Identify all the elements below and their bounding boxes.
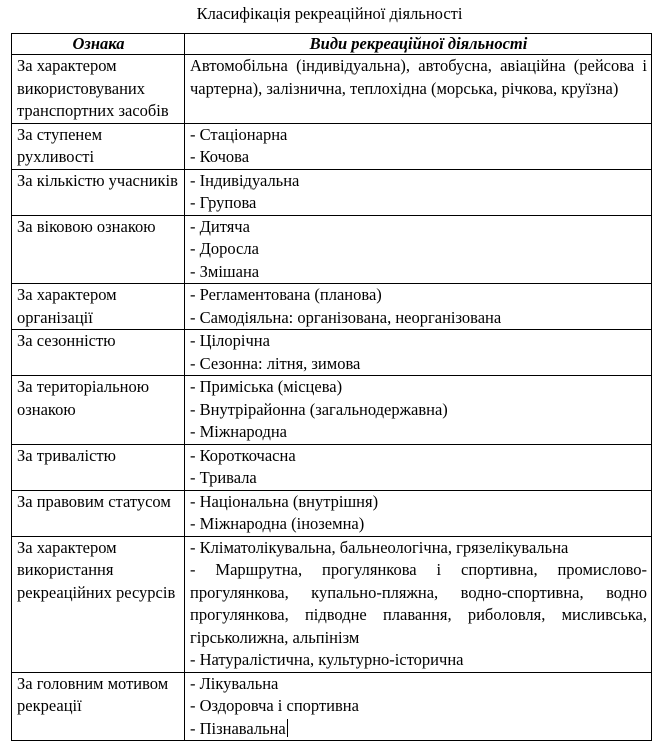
feature-cell: За кількістю учасників bbox=[12, 169, 185, 215]
table-row bbox=[12, 169, 652, 215]
types-cell bbox=[185, 376, 652, 445]
type-item: - Групова bbox=[190, 193, 257, 212]
type-item: - Маршрутна, прогулянкова і спортивна, промислово-прогулянкова, купально-пляжна, водно-спортивна, водно прогулянкова, підводне плавання, риболовля, мисливська, гірськолижна, альпінізм bbox=[190, 560, 647, 647]
type-item: - Індивідуальна bbox=[190, 170, 300, 190]
table-row bbox=[12, 215, 652, 284]
types-cell bbox=[185, 672, 652, 741]
type-item: - Внутрірайонна (загальнодержавна) bbox=[190, 399, 448, 419]
table-row bbox=[12, 55, 652, 124]
feature-cell: За характером використання рекреаційних ресурсів bbox=[12, 536, 185, 672]
type-item: - Лікувальна bbox=[190, 673, 279, 693]
header-types: Види рекреаційної діяльності bbox=[185, 34, 652, 55]
type-item: - Кочова bbox=[190, 147, 250, 166]
type-item: - Короткочасна bbox=[190, 445, 296, 465]
type-item: - Стаціонарна bbox=[190, 124, 288, 144]
types-cell bbox=[185, 55, 652, 124]
table-header-row bbox=[12, 34, 652, 55]
type-item: - Сезонна: літня, зимова bbox=[190, 353, 361, 373]
feature-cell: За територіальною ознакою bbox=[12, 376, 185, 445]
table-row bbox=[12, 284, 652, 330]
feature-cell: За віковою ознакою bbox=[12, 215, 185, 284]
types-cell bbox=[185, 284, 652, 330]
feature-cell: За правовим статусом bbox=[12, 490, 185, 536]
type-item: - Оздоровча і спортивна bbox=[190, 696, 359, 715]
table-caption: Класифікація рекреаційної діяльності bbox=[196, 4, 463, 23]
type-item: - Тривала bbox=[190, 468, 257, 487]
type-item: - Змішана bbox=[190, 261, 260, 281]
table-row bbox=[12, 490, 652, 536]
feature-cell: За ступенем рухливості bbox=[12, 123, 185, 169]
table-row bbox=[12, 536, 652, 672]
table-row bbox=[12, 672, 652, 741]
type-item: - Міжнародна bbox=[190, 422, 288, 441]
types-cell bbox=[185, 330, 652, 376]
type-item: - Доросла bbox=[190, 239, 259, 258]
types-cell bbox=[185, 444, 652, 490]
feature-cell: За характером використовуваних транспортних засобів bbox=[12, 55, 185, 124]
types-cell bbox=[185, 169, 652, 215]
type-item: Автомобільна (індивідуальна), автобусна, авіаційна (рейсова і чартерна), залізнична, теплохідна (морська, річкова, круїзна) bbox=[190, 56, 647, 98]
type-item: - Регламентована (планова) bbox=[190, 285, 382, 304]
table-row bbox=[12, 444, 652, 490]
header-feature: Ознака bbox=[12, 34, 185, 55]
type-item: - Натуралістична, культурно-історична bbox=[190, 650, 464, 669]
table-row bbox=[12, 376, 652, 445]
type-item: - Міжнародна (іноземна) bbox=[190, 514, 365, 533]
types-cell bbox=[185, 215, 652, 284]
text-cursor bbox=[287, 719, 288, 737]
table-row bbox=[12, 123, 652, 169]
types-cell bbox=[185, 536, 652, 672]
type-item: - Цілорічна bbox=[190, 331, 270, 350]
table-row bbox=[12, 330, 652, 376]
type-item: - Дитяча bbox=[190, 216, 250, 236]
type-item: - Пізнавальна bbox=[190, 718, 286, 738]
feature-cell: За характером організації bbox=[12, 284, 185, 330]
type-item: - Приміська (місцева) bbox=[190, 377, 343, 396]
feature-cell: За головним мотивом рекреації bbox=[12, 672, 185, 741]
type-item: - Самодіяльна: організована, неорганізована bbox=[190, 307, 502, 327]
types-cell bbox=[185, 490, 652, 536]
type-item: - Національна (внутрішня) bbox=[190, 491, 379, 511]
feature-cell: За сезонністю bbox=[12, 330, 185, 376]
feature-cell: За тривалістю bbox=[12, 444, 185, 490]
classification-table bbox=[11, 33, 652, 741]
type-item: - Кліматолікувальна, бальнеологічна, грязелікувальна bbox=[190, 537, 569, 557]
types-cell bbox=[185, 123, 652, 169]
